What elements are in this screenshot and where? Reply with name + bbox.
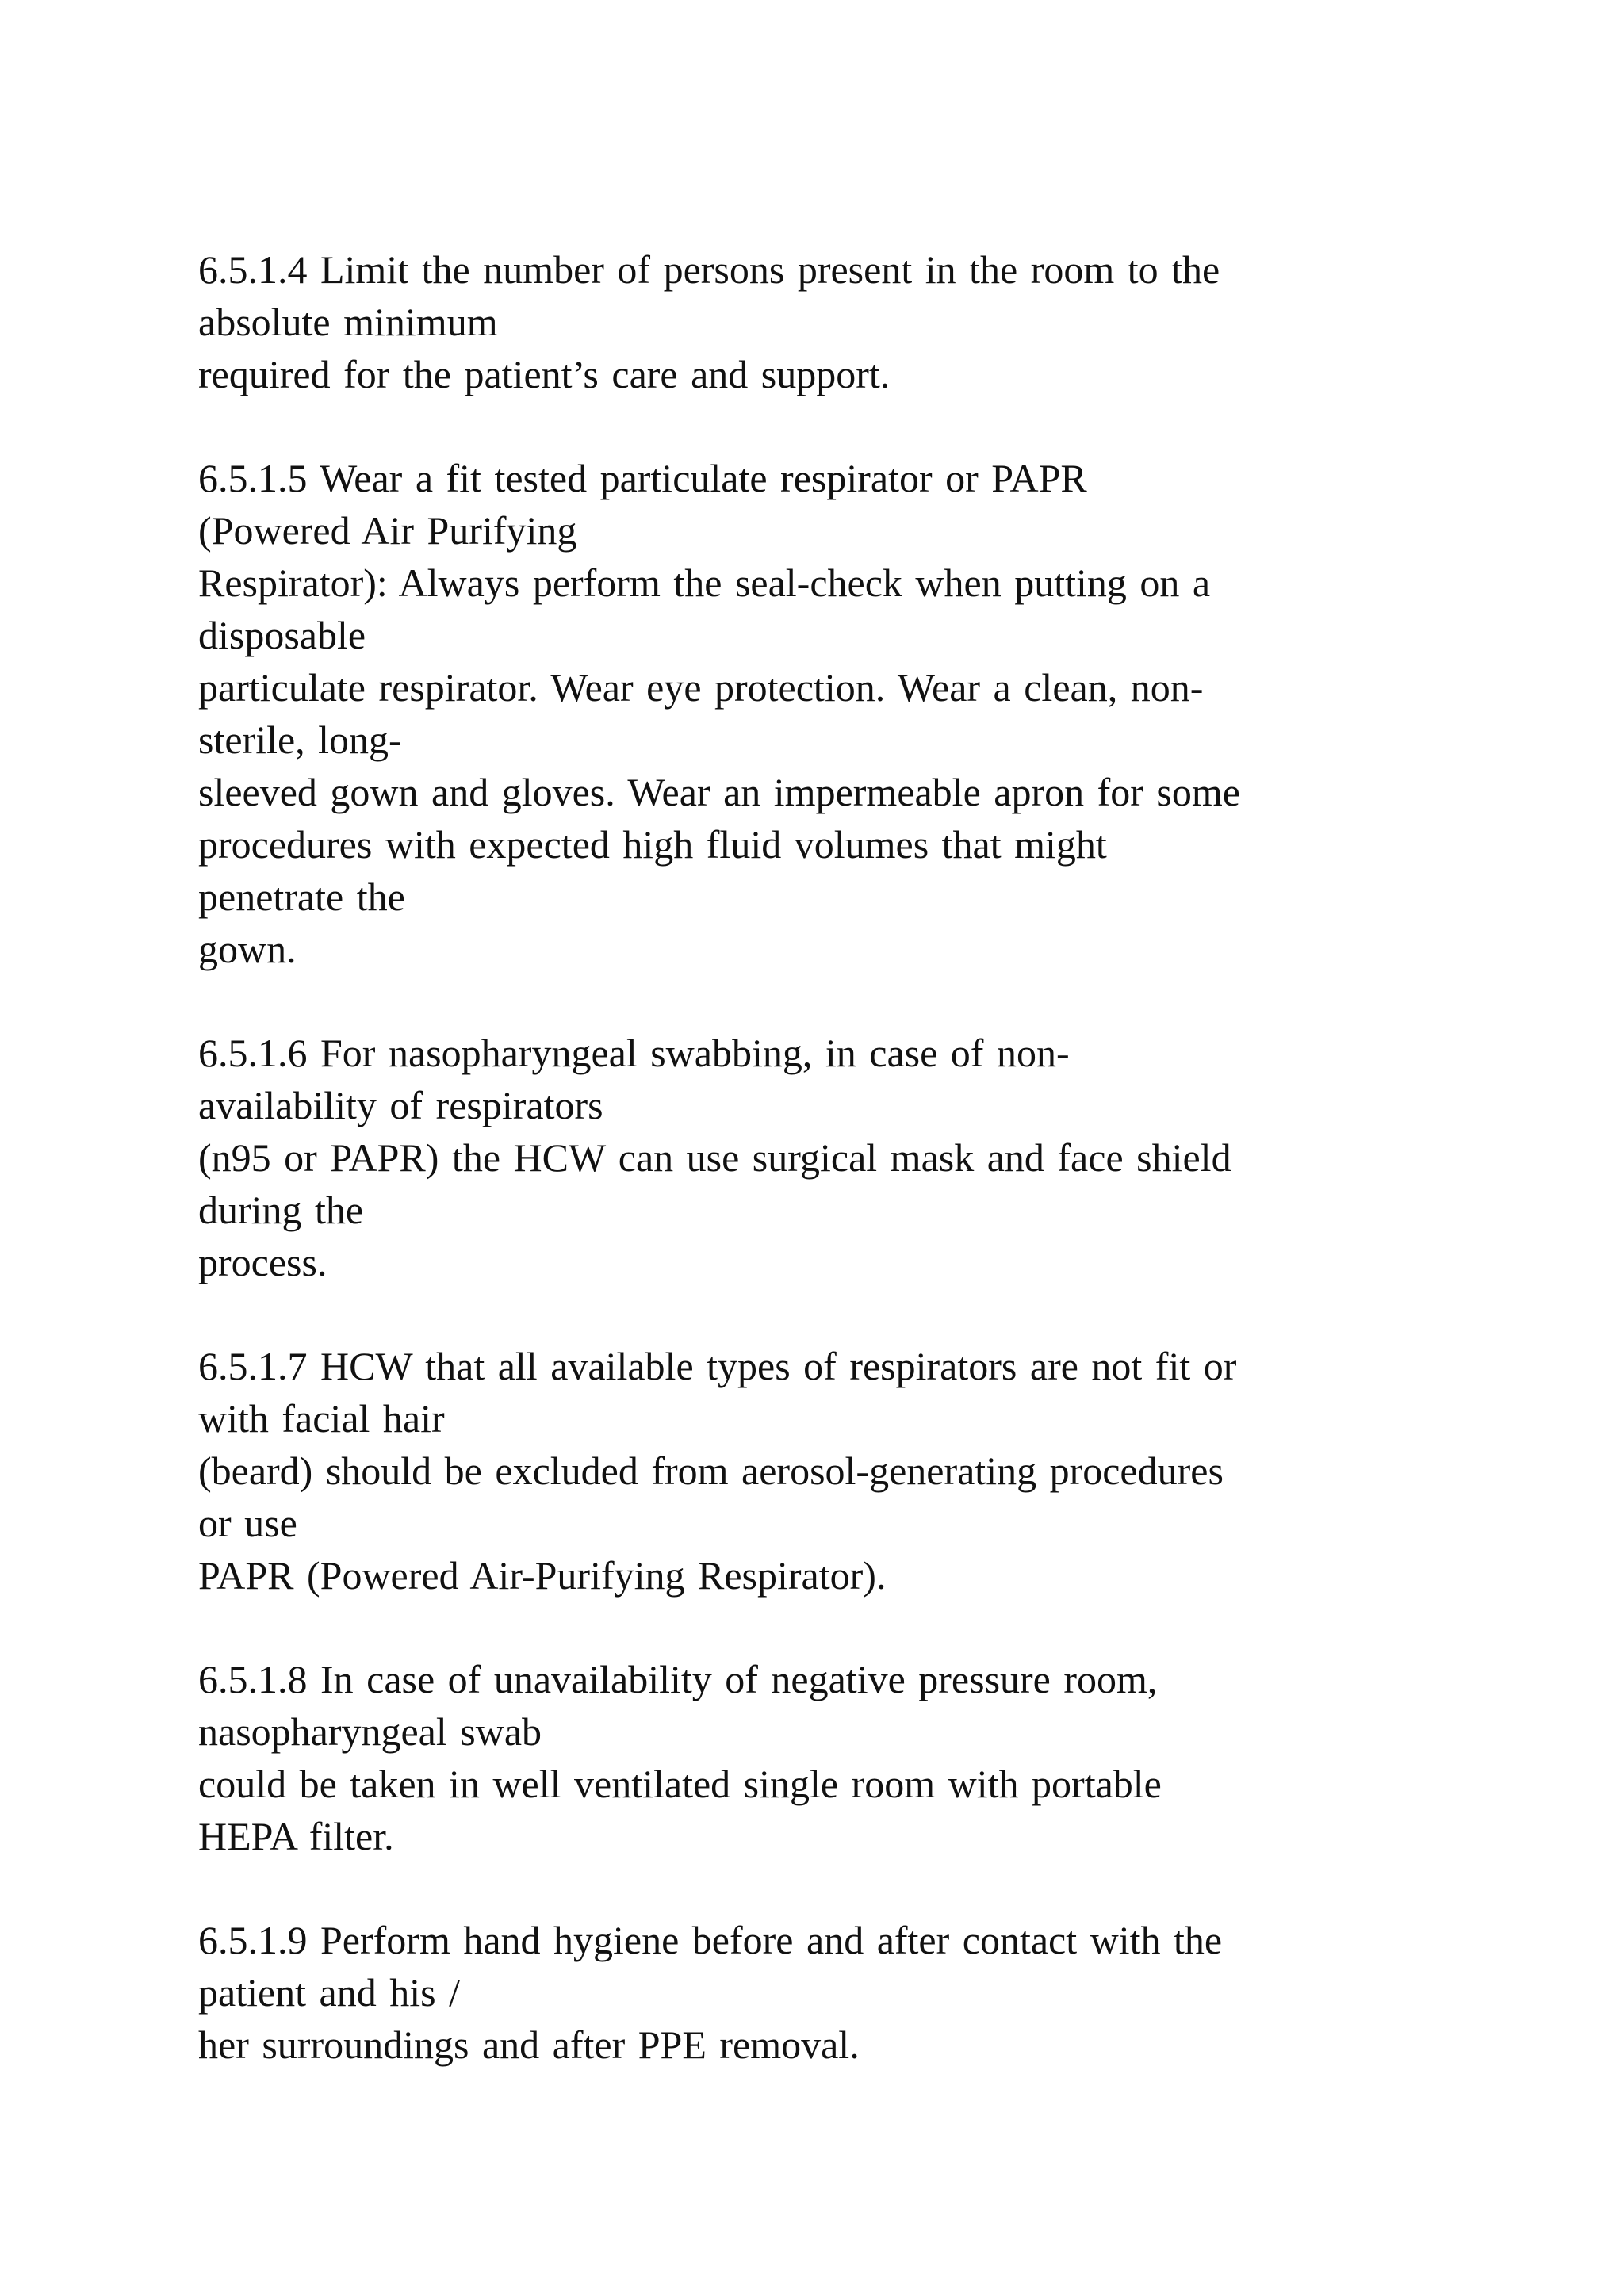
text-line: 6.5.1.9 Perform hand hygiene before and after contact with the: [198, 1918, 1223, 1962]
text-line: her surroundings and after PPE removal.: [198, 2022, 860, 2067]
paragraph-6-5-1-5: [198, 452, 1507, 975]
text-line: required for the patient’s care and support.: [198, 352, 891, 396]
text-line: HEPA filter.: [198, 1814, 394, 1858]
paragraph-6-5-1-4: [198, 243, 1507, 400]
text-line: 6.5.1.6 For nasopharyngeal swabbing, in case of non-: [198, 1031, 1070, 1075]
text-line: during the: [198, 1188, 364, 1232]
text-line: availability of respirators: [198, 1083, 603, 1127]
text-line: patient and his /: [198, 1970, 460, 2015]
paragraph-6-5-1-7: [198, 1340, 1507, 1601]
text-line: Respirator): Always perform the seal-check when putting on a: [198, 561, 1211, 605]
text-line: particulate respirator. Wear eye protection. Wear a clean, non-: [198, 665, 1204, 710]
paragraph-6-5-1-8: [198, 1653, 1507, 1862]
text-line: with facial hair: [198, 1396, 445, 1441]
paragraph-6-5-1-9: [198, 1914, 1507, 2071]
document-body: [198, 243, 1507, 2122]
text-line: procedures with expected high fluid volumes that might: [198, 822, 1107, 867]
text-line: sterile, long-: [198, 718, 402, 762]
text-line: gown.: [198, 927, 297, 971]
text-line: (beard) should be excluded from aerosol-generating procedures: [198, 1448, 1224, 1493]
text-line: 6.5.1.4 Limit the number of persons present in the room to the: [198, 247, 1220, 292]
text-line: sleeved gown and gloves. Wear an impermeable apron for some: [198, 770, 1240, 814]
text-line: (Powered Air Purifying: [198, 508, 577, 553]
text-line: penetrate the: [198, 874, 405, 919]
text-line: or use: [198, 1501, 297, 1545]
paragraph-6-5-1-6: [198, 1027, 1507, 1288]
text-line: 6.5.1.5 Wear a fit tested particulate respirator or PAPR: [198, 456, 1087, 500]
text-line: nasopharyngeal swab: [198, 1709, 542, 1754]
text-line: disposable: [198, 613, 366, 657]
text-line: 6.5.1.8 In case of unavailability of negative pressure room,: [198, 1657, 1158, 1701]
text-line: could be taken in well ventilated single room with portable: [198, 1762, 1162, 1806]
text-line: 6.5.1.7 HCW that all available types of respirators are not fit or: [198, 1344, 1237, 1388]
text-line: PAPR (Powered Air-Purifying Respirator).: [198, 1553, 887, 1598]
text-line: process.: [198, 1240, 327, 1284]
text-line: (n95 or PAPR) the HCW can use surgical mask and face shield: [198, 1135, 1231, 1180]
text-line: absolute minimum: [198, 300, 498, 344]
